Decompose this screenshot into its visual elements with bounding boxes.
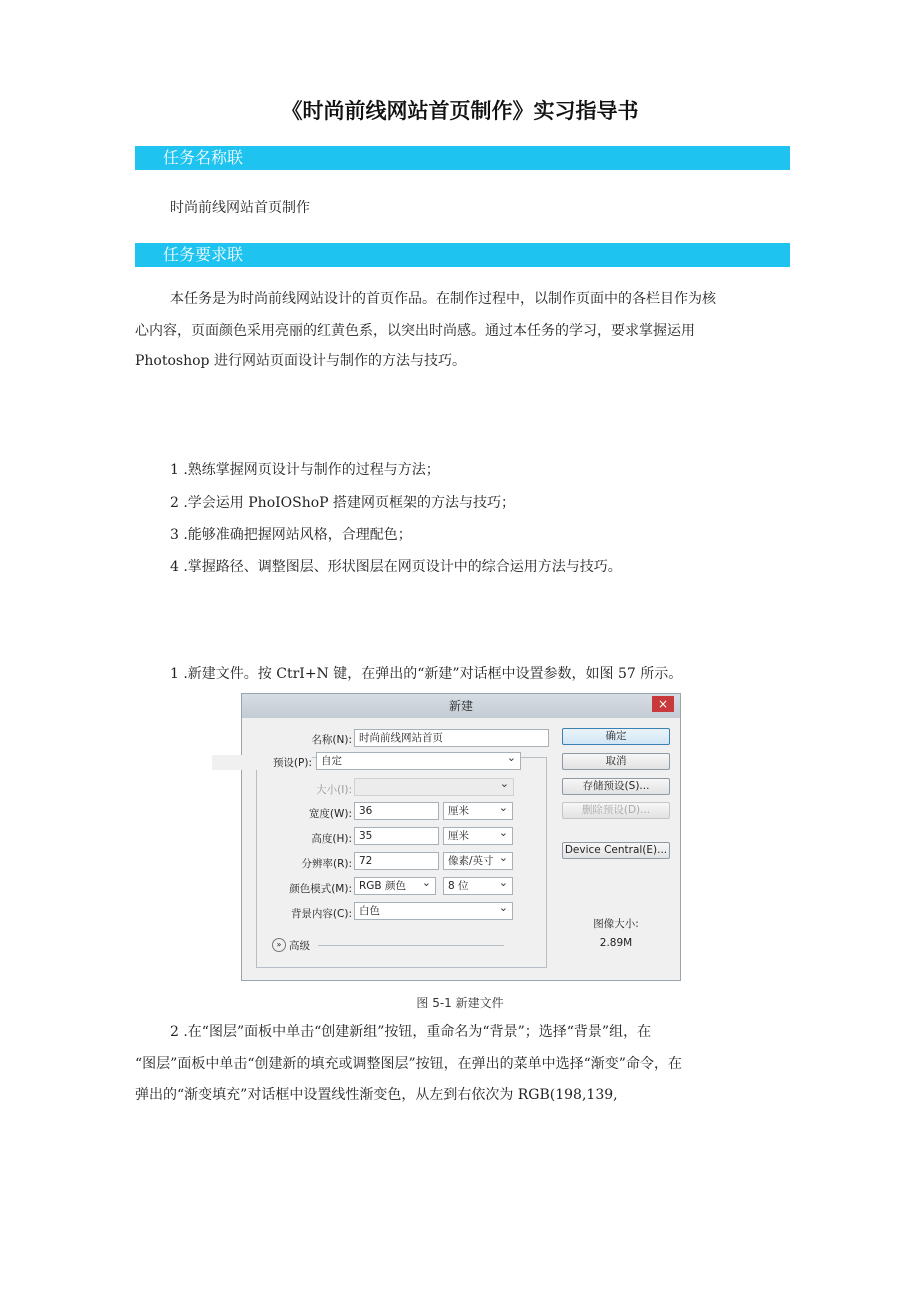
intro-line-3: Photoshop 进行网站页面设计与制作的方法与技巧。 (135, 353, 466, 369)
goal-item-3: 3 .能够准确把握网站风格，合理配色； (170, 527, 412, 543)
height-label: 高度(H): (311, 833, 352, 845)
new-file-dialog (241, 693, 681, 981)
size-label: 大小(I): (316, 784, 352, 796)
goal-item-2: 2 .学会运用 PhoIOShoP 搭建网页框架的方法与技巧； (170, 495, 516, 511)
dialog-title-bar: 新建 (242, 694, 680, 718)
step-2-line-1: 2 .在“图层”面板中单击“创建新组”按钮，重命名为“背景”；选择“背景”组，在 (170, 1024, 652, 1040)
delete-preset-button: 删除预设(D)... (562, 802, 670, 819)
resolution-input[interactable]: 72 (354, 852, 439, 870)
color-mode-select[interactable]: RGB 颜色 ⌄ (354, 877, 436, 895)
image-size-value: 2.89M (599, 937, 633, 949)
advanced-label[interactable]: 高级 (289, 940, 310, 952)
intro-line-2: 心内容，页面颜色采用亮丽的红黄色系，以突出时尚感。通过本任务的学习，要求掌握运用 (135, 323, 695, 339)
resolution-label: 分辨率(R): (301, 858, 352, 870)
save-preset-button[interactable]: 存储预设(S)... (562, 778, 670, 795)
width-unit-select[interactable]: 厘米 ⌄ (443, 802, 513, 820)
section-header-requirements: 任务要求联 (135, 243, 790, 267)
advanced-divider (318, 945, 504, 946)
task-name-text: 时尚前线网站首页制作 (170, 200, 310, 216)
device-central-button[interactable]: Device Central(E)... (562, 842, 670, 859)
name-input[interactable]: 时尚前线网站首页 (354, 729, 549, 747)
chevron-down-icon[interactable]: » (272, 938, 286, 952)
ok-button[interactable]: 确定 (562, 728, 670, 745)
doc-title: 《时尚前线网站首页制作》实习指导书 (281, 99, 639, 123)
preset-label: 预设(P): (212, 755, 312, 770)
height-unit-select[interactable]: 厘米 ⌄ (443, 827, 513, 845)
step-2-line-3: 弹出的“渐变填充”对话框中设置线性渐变色，从左到右依次为 RGB(198,139, (135, 1087, 618, 1103)
width-input[interactable]: 36 (354, 802, 439, 820)
figure-caption: 图 5-1 新建文件 (416, 996, 504, 1010)
step-1-text: 1 .新建文件。按 CtrI+N 键，在弹出的“新建”对话框中设置参数，如图 57 所示。 (170, 666, 683, 682)
resolution-unit-select[interactable]: 像素/英寸 ⌄ (443, 852, 513, 870)
bit-depth-select[interactable]: 8 位 ⌄ (443, 877, 513, 895)
step-2-line-2: “图层”面板中单击“创建新的填充或调整图层”按钮，在弹出的菜单中选择“渐变”命令，在 (135, 1056, 682, 1072)
image-size-label: 图像大小: (593, 918, 639, 930)
section-header-task-name: 任务名称联 (135, 146, 790, 170)
background-label: 背景内容(C): (290, 908, 352, 920)
color-mode-label: 颜色模式(M): (289, 883, 352, 895)
name-label: 名称(N): (311, 734, 352, 746)
width-label: 宽度(W): (308, 808, 352, 820)
goal-item-4: 4 .掌握路径、调整图层、形状图层在网页设计中的综合运用方法与技巧。 (170, 559, 622, 575)
cancel-button[interactable]: 取消 (562, 753, 670, 770)
preset-select[interactable]: 自定 ⌄ (316, 752, 521, 770)
close-icon[interactable]: × (652, 696, 674, 712)
intro-line-1: 本任务是为时尚前线网站设计的首页作品。在制作过程中，以制作页面中的各栏目作为核 (170, 291, 716, 307)
size-select (354, 778, 514, 796)
height-input[interactable]: 35 (354, 827, 439, 845)
background-select[interactable]: 白色 ⌄ (354, 902, 513, 920)
goal-item-1: 1 .熟练掌握网页设计与制作的过程与方法； (170, 462, 440, 478)
